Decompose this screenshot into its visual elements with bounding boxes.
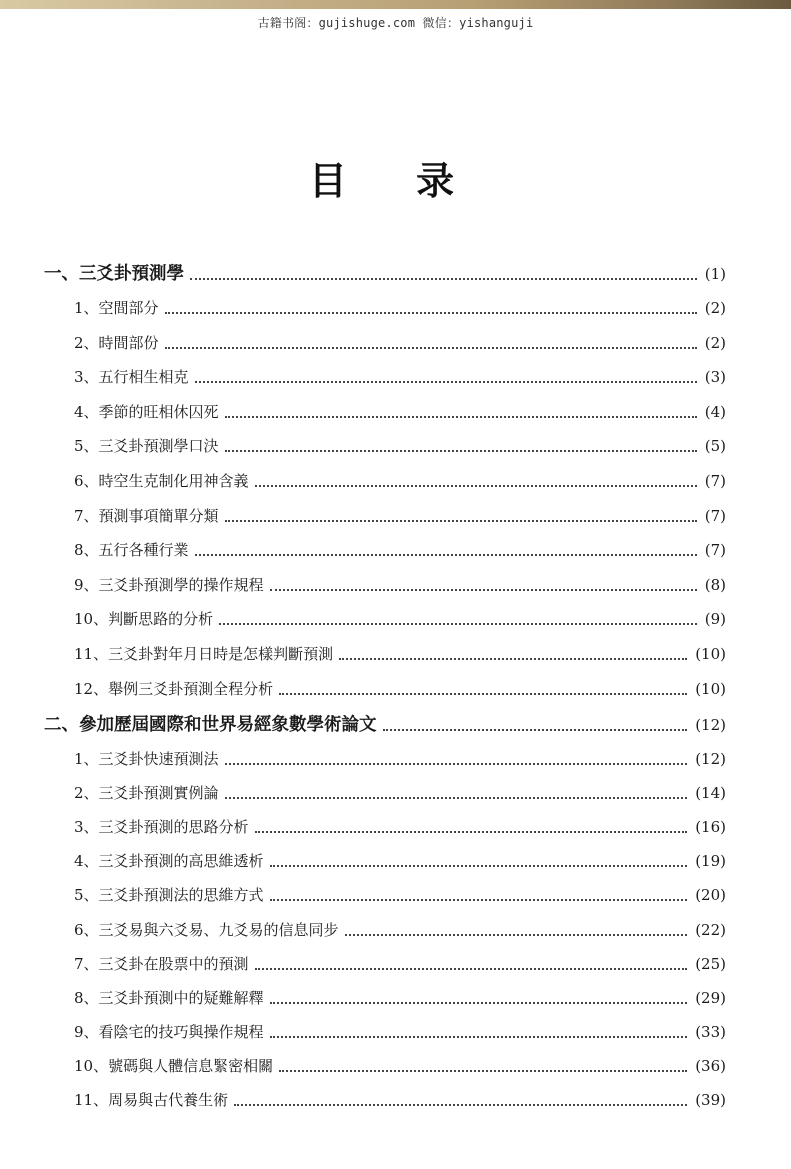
dot-leader: [345, 934, 688, 936]
toc-page-number: (1): [704, 265, 726, 283]
toc-entry-title: 11、周易與古代養生術: [74, 1091, 229, 1109]
dot-leader: [255, 831, 688, 833]
dot-leader: [225, 797, 688, 799]
dot-leader: [195, 381, 697, 383]
toc-entry: [74, 641, 726, 667]
toc-entry: [74, 676, 726, 702]
toc-section: [44, 712, 726, 738]
toc-entry-title: 3、三爻卦預測的思路分析: [74, 818, 249, 837]
dot-leader: [255, 485, 697, 487]
toc-page-number: (3): [704, 368, 726, 387]
toc-section: [44, 261, 726, 287]
toc-entry: [74, 746, 726, 772]
dot-leader: [234, 1104, 687, 1106]
toc-page-number: (7): [704, 506, 726, 525]
dot-leader: [190, 278, 697, 280]
dot-leader: [279, 693, 687, 695]
toc-page-number: (7): [704, 541, 726, 560]
toc-page-number: (8): [704, 575, 726, 594]
toc-entry-title: 6、時空生克制化用神含義: [74, 472, 249, 490]
toc-page-number: (5): [704, 437, 726, 456]
toc-page-number: (33): [695, 1022, 726, 1041]
toc-entry-title: 1、空間部分: [74, 299, 159, 317]
toc-entry-title: 5、三爻卦預測學口決: [74, 437, 219, 456]
dot-leader: [225, 763, 688, 765]
watermark-text: 古籍书阁：gujishuge.com 微信：yishanguji: [257, 16, 534, 30]
dot-leader: [270, 1002, 688, 1004]
toc-entry: [74, 814, 726, 840]
toc-entry: [74, 330, 726, 356]
toc-entry-title: 2、時間部份: [74, 333, 159, 352]
dot-leader: [165, 312, 697, 314]
toc-entry: [74, 1053, 726, 1079]
toc-page-number: (10): [695, 645, 726, 663]
toc-page-number: (2): [704, 333, 726, 352]
toc-page-number: (16): [695, 818, 726, 837]
toc-entry-title: 10、號碼與人體信息緊密相關: [74, 1056, 274, 1075]
toc-entry-title: 6、三爻易與六爻易、九爻易的信息同步: [74, 920, 339, 939]
dot-leader: [225, 416, 697, 418]
toc-entry: [74, 780, 726, 806]
toc-entry-title: 9、三爻卦預測學的操作規程: [74, 575, 264, 594]
toc-entry: [74, 848, 726, 874]
dot-leader: [383, 729, 688, 731]
toc-page-number: (14): [695, 784, 726, 803]
toc-page-number: (7): [704, 472, 726, 490]
dot-leader: [270, 865, 688, 867]
toc-entry-title: 1、三爻卦快速預測法: [74, 750, 219, 768]
toc-entry-title: 9、看陰宅的技巧與操作規程: [74, 1022, 264, 1041]
toc-entry: [74, 1087, 726, 1113]
dot-leader: [255, 968, 688, 970]
toc-entry-title: 11、三爻卦對年月日時是怎樣判斷預測: [74, 645, 334, 663]
dot-leader: [279, 1070, 687, 1072]
dot-leader: [219, 623, 697, 625]
toc-entry: [74, 468, 726, 494]
toc-page-number: (29): [695, 988, 726, 1007]
toc-entry-title: 8、五行各種行業: [74, 541, 189, 560]
dot-leader: [270, 589, 697, 591]
toc-entry-title: 12、舉例三爻卦預測全程分析: [74, 679, 274, 698]
toc-entry: [74, 882, 726, 908]
dot-leader: [339, 658, 687, 660]
toc-entry-title: 7、預測事項簡單分類: [74, 506, 219, 525]
toc-section-title: 一、三爻卦預測學: [44, 264, 184, 284]
toc-page-number: (12): [695, 716, 726, 734]
toc-page-number: (25): [695, 954, 726, 973]
toc-entry: [74, 537, 726, 563]
toc-page-number: (10): [695, 679, 726, 698]
toc-entry-title: 3、五行相生相克: [74, 368, 189, 387]
dot-leader: [270, 1036, 688, 1038]
toc-entry-title: 2、三爻卦預測實例論: [74, 784, 219, 803]
toc-page-number: (19): [695, 852, 726, 871]
toc-section-title: 二、參加歷屆國際和世界易經象數學術論文: [44, 715, 377, 735]
toc-entry: [74, 572, 726, 598]
toc-page-number: (20): [695, 886, 726, 905]
dot-leader: [270, 899, 688, 901]
toc-entry-title: 4、季節的旺相休囚死: [74, 402, 219, 421]
toc-entry-title: 7、三爻卦在股票中的預測: [74, 954, 249, 973]
dot-leader: [225, 450, 697, 452]
toc-entry-title: 5、三爻卦預測法的思維方式: [74, 886, 264, 905]
toc-entry: [74, 606, 726, 632]
toc-page-number: (22): [695, 920, 726, 939]
toc-entry: [74, 503, 726, 529]
dot-leader: [225, 520, 697, 522]
toc-page-number: (4): [704, 402, 726, 421]
toc-page-number: (2): [704, 299, 726, 317]
toc-entry-title: 10、判斷思路的分析: [74, 610, 214, 629]
toc-entry: [74, 295, 726, 321]
toc-entry: [74, 917, 726, 943]
dot-leader: [165, 347, 697, 349]
dot-leader: [195, 554, 697, 556]
page-title: 目 录: [308, 158, 483, 203]
toc-entry-title: 4、三爻卦預測的高思維透析: [74, 852, 264, 871]
toc-entry: [74, 1019, 726, 1045]
toc-page-number: (12): [695, 750, 726, 768]
toc-entry: [74, 985, 726, 1011]
toc-entry: [74, 951, 726, 977]
toc-page-number: (36): [695, 1056, 726, 1075]
toc-entry-title: 8、三爻卦預測中的疑難解釋: [74, 988, 264, 1007]
toc-page-number: (39): [695, 1091, 726, 1109]
toc-entry: [74, 433, 726, 459]
toc-entry: [74, 399, 726, 425]
toc-page-number: (9): [704, 610, 726, 629]
toc-entry: [74, 364, 726, 390]
